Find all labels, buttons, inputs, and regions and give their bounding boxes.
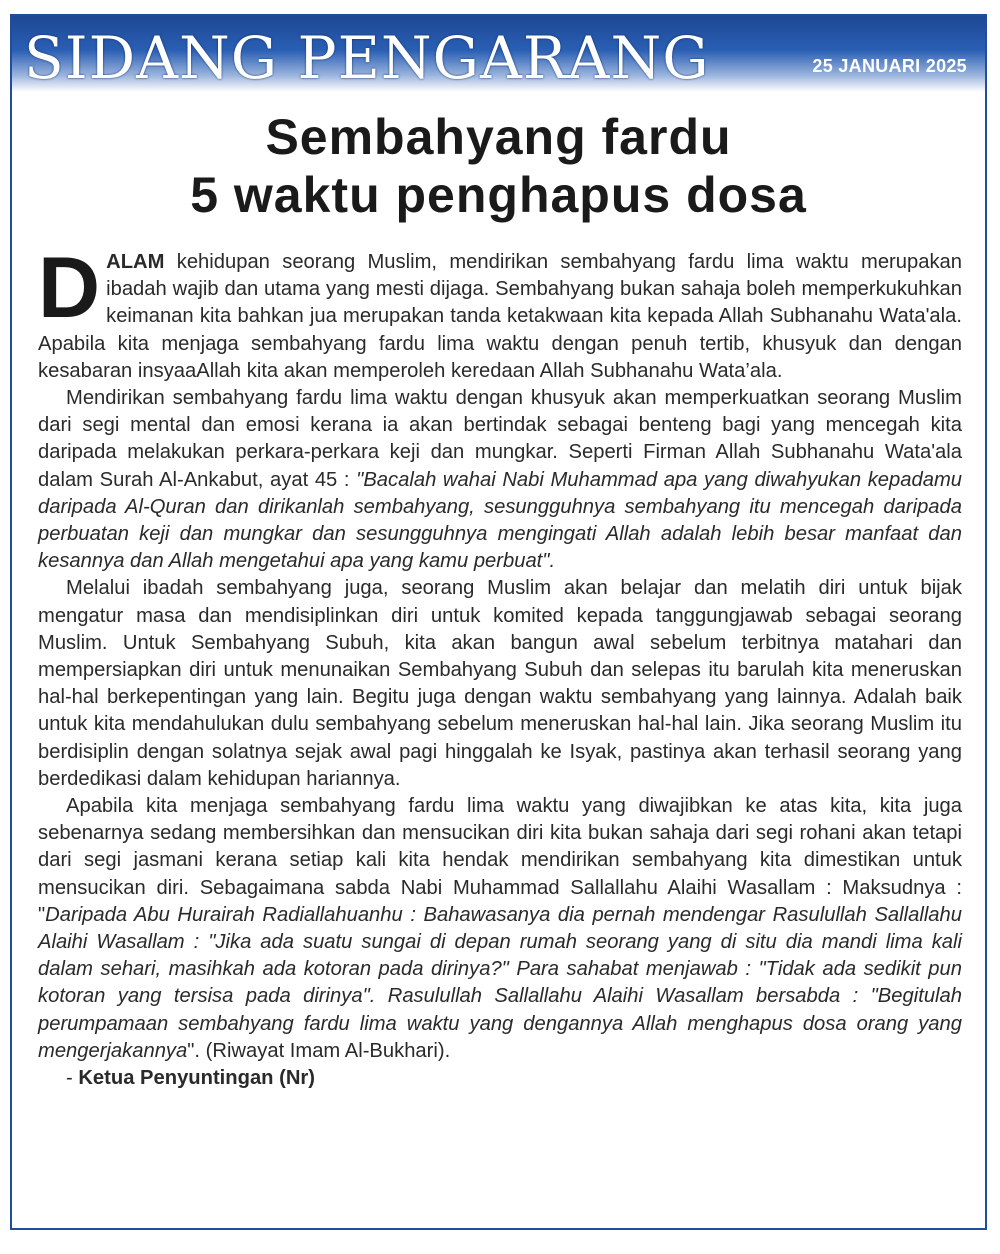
paragraph-1 [38,240,962,385]
quran-quote: "Bacalah wahai Nabi Muhammad apa yang diwahyukan kepadamu daripada Al-Quran dan dirikanlah sembahyang, sesungguhnya sembahyang itu mencegah daripada perbuatan keji dan mungkar dan sesungguhnya mengingati Allah adalah lebih besar manfaat dan kesannya dan Allah mengetahui apa yang kamu perbuat". [38,468,962,573]
masthead-title: SIDANG PENGARANG [24,24,710,92]
hadith-source: ". (Riwayat Imam Al-Bukhari). [187,1039,451,1062]
paragraph-2-text: Mendirikan sembahyang fardu lima waktu dengan khusyuk akan memperkuatkan seorang Muslim dari segi mental dan emosi kerana ia akan bertindak sebagai benteng bagi yang mencegah kita daripada melakukan perkara-perkara keji dan mungkar. Seperti Firman Allah Subhanahu Wata'ala dalam Surah Al-Ankabut, ayat 45 : [38,387,962,491]
paragraph-4 [38,793,962,1065]
article-headline [12,108,985,224]
editorial-page [10,14,987,1230]
publication-date: 25 JANUARI 2025 [812,56,967,76]
paragraph-3 [38,575,962,793]
headline-line-1: Sembahyang fardu [265,109,732,165]
article-body [38,240,962,1092]
author-signoff [38,1065,962,1092]
paragraph-1-text: kehidupan seorang Muslim, mendirikan sembahyang fardu lima waktu merupakan ibadah wajib dan utama yang mesti dijaga. Sembahyang bukan sahaja boleh memperkukuhkan keimanan kita bahkan jua merupakan tanda ketakwaan kita kepada Allah Subhanahu Wata'ala. Apabila kita menjaga sembahyang fardu lima waktu dengan penuh tertib, khusyuk dan dengan kesabaran insyaaAllah kita akan memperoleh keredaan Allah Subhanahu Wata’ala. [38,251,962,382]
signoff-name: Ketua Penyuntingan (Nr) [78,1067,315,1090]
lead-word: ALAM [106,251,165,273]
hadith-quote: Daripada Abu Hurairah Radiallahuanhu : Bahawasanya dia pernah mendengar Rasulullah Sallallahu Alaihi Wasallam : "Jika ada suatu sungai di depan rumah seorang yang di situ dia mandi lima kali dalam sehari, masihkah ada kotoran pada dirinya?" Para sahabat menjawab : "Tidak ada sedikit pun kotoran yang tersisa pada dirinya". Rasulullah Sallallahu Alaihi Wasallam bersabda : "Begitulah perumpamaan sembahyang fardu lima waktu yang dengannya Allah menghapus dosa orang yang mengerjakannya [38,903,962,1062]
signoff-dash: - [66,1067,79,1090]
masthead-banner [12,16,985,92]
paragraph-3-text: Melalui ibadah sembahyang juga, seorang Muslim akan belajar dan melatih diri untuk bijak mengatur masa dan mendisiplinkan diri untuk komited kepada tanggungjawab sebagai seorang Muslim. Untuk Sembahyang Subuh, kita akan bangun awal sebelum terbitnya matahari dan mempersiapkan diri untuk menunaikan Sembahyang Subuh dan selepas itu barulah kita meneruskan hal-hal berkepentingan yang lain. Begitu juga dengan waktu sembahyang yang lainnya. Adalah baik untuk kita mendahulukan dulu sembahyang sebelum meneruskan hal-hal lain. Jika seorang Muslim itu berdisiplin dengan solatnya sejak awal pagi hinggalah ke Isyak, pastinya akan terhasil seorang yang berdedikasi dalam kehidupan hariannya. [38,577,962,790]
headline-line-2: 5 waktu penghapus dosa [190,167,807,223]
paragraph-4-text: Apabila kita menjaga sembahyang fardu lima waktu yang diwajibkan ke atas kita, kita juga sebenarnya sedang membersihkan dan mensucikan diri kita bukan sahaja dari segi rohani akan tetapi dari segi jasmani kerana setiap kali kita hendak mendirikan sembahyang kita dimestikan untuk mensucikan diri. Sebagaimana sabda Nabi Muhammad Sallallahu Alaihi Wasallam : Maksudnya : " [38,795,962,926]
drop-cap: D [38,240,101,336]
paragraph-2 [38,385,962,575]
